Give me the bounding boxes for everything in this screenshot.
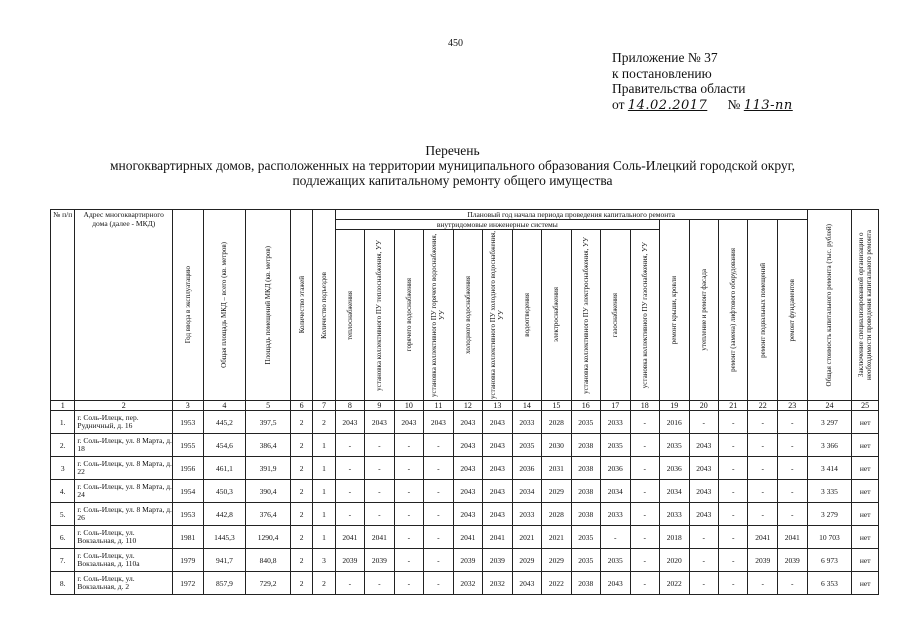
- table-cell: 2043: [365, 411, 394, 434]
- table-cell: -: [424, 526, 453, 549]
- column-number: 9: [365, 401, 394, 411]
- header-area-premises: Площадь помещений МКД (кв. метров): [246, 210, 291, 401]
- table-cell: 8.: [51, 572, 75, 595]
- table-cell: нет: [852, 411, 879, 434]
- table-cell: 2: [290, 434, 312, 457]
- table-cell: 2: [313, 572, 335, 595]
- table-cell: 2036: [660, 457, 689, 480]
- annex-block: [612, 50, 793, 113]
- table-cell: -: [630, 411, 659, 434]
- table-cell: 1953: [173, 411, 204, 434]
- header-col-10: горячего водоснабжения: [394, 230, 423, 401]
- table-cell: 2043: [394, 411, 423, 434]
- table-cell: 1954: [173, 480, 204, 503]
- table-cell: -: [630, 434, 659, 457]
- table-cell: 1.: [51, 411, 75, 434]
- table-cell: 2035: [512, 434, 541, 457]
- table-cell: 1445,3: [203, 526, 246, 549]
- table-cell: -: [335, 457, 364, 480]
- table-cell: нет: [852, 457, 879, 480]
- table-cell: 2041: [335, 526, 364, 549]
- table-cell: 2036: [512, 457, 541, 480]
- header-floors: Количество этажей: [290, 210, 312, 401]
- table-row: [51, 480, 879, 503]
- header-entrances: Количество подъездов: [313, 210, 335, 401]
- table-cell: 2: [313, 411, 335, 434]
- address-cell: г. Соль-Илецк, ул. 8 Марта, д. 18: [75, 434, 173, 457]
- address-cell: г. Соль-Илецк, ул. 8 Марта, д. 22: [75, 457, 173, 480]
- table-cell: нет: [852, 434, 879, 457]
- table-cell: 2018: [660, 526, 689, 549]
- table-cell: 2033: [512, 503, 541, 526]
- table-cell: -: [630, 572, 659, 595]
- table-cell: 1979: [173, 549, 204, 572]
- table-cell: -: [718, 526, 747, 549]
- table-cell: 2030: [542, 434, 571, 457]
- table-cell: 386,4: [246, 434, 291, 457]
- table-cell: 2032: [483, 572, 512, 595]
- table-cell: -: [748, 411, 777, 434]
- table-cell: 2: [290, 411, 312, 434]
- table-cell: 1: [313, 503, 335, 526]
- column-number: 24: [807, 401, 852, 411]
- table-cell: 450,3: [203, 480, 246, 503]
- header-col-16: установка коллективного ПУ электроснабжения, УУ: [571, 230, 600, 401]
- table-cell: -: [394, 434, 423, 457]
- table-cell: 2033: [601, 411, 630, 434]
- address-cell: г. Соль-Илецк, ул. 8 Марта, д. 24: [75, 480, 173, 503]
- table-cell: 2033: [601, 503, 630, 526]
- table-cell: 2043: [483, 434, 512, 457]
- table-cell: -: [718, 457, 747, 480]
- column-number: 25: [852, 401, 879, 411]
- table-cell: 2: [290, 503, 312, 526]
- table-cell: -: [394, 526, 423, 549]
- table-cell: -: [365, 480, 394, 503]
- table-row: [51, 411, 879, 434]
- table-cell: -: [365, 503, 394, 526]
- table-cell: -: [748, 457, 777, 480]
- table-cell: -: [394, 549, 423, 572]
- page-number: 450: [448, 38, 463, 49]
- table-cell: 2039: [335, 549, 364, 572]
- table-cell: -: [424, 434, 453, 457]
- table-cell: 2038: [571, 503, 600, 526]
- table-cell: 2043: [453, 503, 482, 526]
- column-number: 23: [777, 401, 807, 411]
- column-number: 17: [601, 401, 630, 411]
- column-number: 7: [313, 401, 335, 411]
- table-cell: -: [630, 503, 659, 526]
- table-cell: 454,6: [203, 434, 246, 457]
- table-cell: 2041: [777, 526, 807, 549]
- column-number: 10: [394, 401, 423, 411]
- number-label: №: [727, 96, 741, 112]
- table-cell: 2043: [453, 434, 482, 457]
- header-col-11: установка коллективного ПУ горячего водоснабжения, УУ: [424, 230, 453, 401]
- column-number: 21: [718, 401, 747, 411]
- table-cell: 5.: [51, 503, 75, 526]
- table-cell: 2036: [601, 457, 630, 480]
- table-cell: 729,2: [246, 572, 291, 595]
- table-cell: 2032: [453, 572, 482, 595]
- header-area-total: Общая площадь МКД – всего (кв. метров): [203, 210, 246, 401]
- table-cell: -: [689, 549, 718, 572]
- table-cell: 2021: [512, 526, 541, 549]
- column-number: 8: [335, 401, 364, 411]
- table-cell: 1972: [173, 572, 204, 595]
- address-cell: г. Соль-Илецк, ул. Вокзальная, д. 2: [75, 572, 173, 595]
- table-row: [51, 503, 879, 526]
- table-cell: 2043: [424, 411, 453, 434]
- header-conclusion: Заключение специализированной организации о необходимости проведения капитального ремонта: [852, 210, 879, 401]
- table-cell: 2034: [512, 480, 541, 503]
- table-cell: 2028: [542, 503, 571, 526]
- table-cell: 1953: [173, 503, 204, 526]
- column-number: 2: [75, 401, 173, 411]
- table-cell: 2020: [660, 549, 689, 572]
- header-year: Год ввода в эксплуатацию: [173, 210, 204, 401]
- table-cell: 2043: [483, 503, 512, 526]
- document-title: [0, 143, 905, 188]
- table-cell: 2: [290, 572, 312, 595]
- table-cell: -: [718, 434, 747, 457]
- header-number: № п/п: [51, 210, 75, 401]
- header-col-12: холодного водоснабжения: [453, 230, 482, 401]
- table-cell: 2038: [571, 572, 600, 595]
- column-number: 6: [290, 401, 312, 411]
- table-cell: 3: [313, 549, 335, 572]
- table-cell: 2034: [601, 480, 630, 503]
- houses-table: [50, 209, 879, 595]
- header-foundation: ремонт фундаментов: [777, 220, 807, 401]
- table-cell: -: [335, 572, 364, 595]
- table-cell: -: [718, 411, 747, 434]
- table-cell: нет: [852, 526, 879, 549]
- table-cell: 391,9: [246, 457, 291, 480]
- table-cell: 1981: [173, 526, 204, 549]
- table-cell: -: [777, 503, 807, 526]
- table-cell: 2043: [483, 457, 512, 480]
- table-cell: 376,4: [246, 503, 291, 526]
- table-row: [51, 457, 879, 480]
- table-cell: -: [394, 480, 423, 503]
- column-number: 22: [748, 401, 777, 411]
- table-cell: 2: [290, 526, 312, 549]
- column-number: 16: [571, 401, 600, 411]
- table-cell: -: [630, 457, 659, 480]
- table-cell: -: [777, 411, 807, 434]
- table-cell: 2035: [571, 411, 600, 434]
- table-cell: 857,9: [203, 572, 246, 595]
- table-cell: -: [630, 549, 659, 572]
- table-cell: -: [689, 411, 718, 434]
- table-row: [51, 434, 879, 457]
- table-cell: -: [335, 480, 364, 503]
- header-internal-systems: внутридомовые инженерные системы: [335, 220, 659, 230]
- table-cell: -: [365, 457, 394, 480]
- address-cell: г. Соль-Илецк, пер. Рудничный, д. 16: [75, 411, 173, 434]
- table-cell: 2035: [660, 434, 689, 457]
- table-cell: нет: [852, 572, 879, 595]
- column-number: 13: [483, 401, 512, 411]
- table-cell: 1290,4: [246, 526, 291, 549]
- table-cell: 1: [313, 480, 335, 503]
- table-cell: 2029: [512, 549, 541, 572]
- column-number: 14: [512, 401, 541, 411]
- table-cell: 3 279: [807, 503, 852, 526]
- column-number: 11: [424, 401, 453, 411]
- column-number-row: [51, 401, 879, 411]
- table-cell: -: [424, 503, 453, 526]
- table-cell: -: [335, 503, 364, 526]
- table-cell: 445,2: [203, 411, 246, 434]
- table-cell: -: [424, 480, 453, 503]
- table-cell: 2029: [542, 549, 571, 572]
- table-cell: 2043: [689, 457, 718, 480]
- address-cell: г. Соль-Илецк, ул. Вокзальная, д. 110а: [75, 549, 173, 572]
- column-number: 15: [542, 401, 571, 411]
- table-cell: 2038: [571, 457, 600, 480]
- table-cell: -: [748, 503, 777, 526]
- table-cell: 2041: [483, 526, 512, 549]
- table-cell: -: [394, 457, 423, 480]
- table-cell: -: [689, 572, 718, 595]
- table-cell: 2043: [689, 434, 718, 457]
- table-cell: 2043: [483, 411, 512, 434]
- table-cell: 941,7: [203, 549, 246, 572]
- table-cell: 2: [290, 549, 312, 572]
- header-col-15: электроснабжения: [542, 230, 571, 401]
- header-col-14: водоотведения: [512, 230, 541, 401]
- header-address: Адрес многоквартирного дома (далее - МКД): [75, 210, 173, 401]
- table-cell: -: [748, 480, 777, 503]
- table-cell: 6.: [51, 526, 75, 549]
- table-cell: -: [365, 572, 394, 595]
- table-cell: 2035: [601, 434, 630, 457]
- table-cell: -: [718, 549, 747, 572]
- table-row: [51, 526, 879, 549]
- table-cell: 2028: [542, 411, 571, 434]
- table-cell: 4.: [51, 480, 75, 503]
- table-cell: 2041: [453, 526, 482, 549]
- table-cell: 2043: [512, 572, 541, 595]
- table-cell: нет: [852, 480, 879, 503]
- column-number: 4: [203, 401, 246, 411]
- table-cell: 2041: [365, 526, 394, 549]
- table-cell: 2016: [660, 411, 689, 434]
- table-cell: 2043: [453, 411, 482, 434]
- column-number: 1: [51, 401, 75, 411]
- table-cell: 1956: [173, 457, 204, 480]
- table-cell: 10 703: [807, 526, 852, 549]
- table-cell: 1955: [173, 434, 204, 457]
- handwritten-date: 14.02.2017: [627, 97, 708, 113]
- table-cell: 2035: [601, 549, 630, 572]
- from-label: от: [612, 96, 625, 112]
- table-cell: -: [394, 503, 423, 526]
- table-cell: 2041: [748, 526, 777, 549]
- table-cell: 2029: [542, 480, 571, 503]
- table-row: [51, 549, 879, 572]
- table-cell: 6 353: [807, 572, 852, 595]
- table-cell: -: [718, 480, 747, 503]
- table-cell: -: [777, 572, 807, 595]
- header-facade: утепление и ремонт фасада: [689, 220, 718, 401]
- table-cell: 2039: [748, 549, 777, 572]
- column-number: 20: [689, 401, 718, 411]
- table-cell: 2039: [453, 549, 482, 572]
- table-cell: -: [630, 526, 659, 549]
- table-cell: 2: [290, 457, 312, 480]
- table-cell: -: [424, 572, 453, 595]
- annex-line-1: Приложение № 37: [612, 50, 718, 65]
- table-cell: 7.: [51, 549, 75, 572]
- table-cell: 2038: [571, 434, 600, 457]
- table-cell: 2033: [660, 503, 689, 526]
- table-cell: 2043: [689, 480, 718, 503]
- table-cell: 1: [313, 457, 335, 480]
- header-cost: Общая стоимость капитального ремонта (тыс. рублей): [807, 210, 852, 401]
- table-cell: нет: [852, 549, 879, 572]
- table-cell: 390,4: [246, 480, 291, 503]
- header-col-9: установка коллективного ПУ теплоснабжения, УУ: [365, 230, 394, 401]
- table-cell: 2043: [483, 480, 512, 503]
- table-cell: 2: [290, 480, 312, 503]
- table-cell: нет: [852, 503, 879, 526]
- table-cell: 2039: [777, 549, 807, 572]
- table-row: [51, 572, 879, 595]
- table-cell: 2022: [660, 572, 689, 595]
- table-cell: 2043: [689, 503, 718, 526]
- table-cell: -: [394, 572, 423, 595]
- table-cell: 840,8: [246, 549, 291, 572]
- table-cell: -: [630, 480, 659, 503]
- table-cell: 2035: [571, 526, 600, 549]
- annex-line-2: к постановлению: [612, 65, 712, 81]
- header-col-18: установка коллективного ПУ газоснабжения, УУ: [630, 230, 659, 401]
- table-cell: 2022: [542, 572, 571, 595]
- table-cell: 2034: [660, 480, 689, 503]
- table-cell: -: [748, 434, 777, 457]
- table-cell: 397,5: [246, 411, 291, 434]
- table-cell: -: [748, 572, 777, 595]
- table-cell: 2038: [571, 480, 600, 503]
- column-number: 3: [173, 401, 204, 411]
- table-cell: -: [424, 549, 453, 572]
- header-basement: ремонт подвальных помещений: [748, 220, 777, 401]
- handwritten-number: 113-пп: [743, 97, 793, 113]
- table-cell: -: [335, 434, 364, 457]
- table-cell: -: [718, 572, 747, 595]
- table-cell: 2.: [51, 434, 75, 457]
- table-cell: -: [424, 457, 453, 480]
- annex-date-line: [612, 97, 793, 114]
- title-line-2: многоквартирных домов, расположенных на территории муниципального образования Соль-Илецкий городской округ,: [109, 158, 796, 173]
- table-cell: 6 973: [807, 549, 852, 572]
- annex-line-3: Правительства области: [612, 81, 746, 96]
- header-planned-year: Плановый год начала периода проведения капитального ремонта: [335, 210, 807, 220]
- table-cell: 1: [313, 526, 335, 549]
- table-cell: 2039: [483, 549, 512, 572]
- table-cell: 2035: [571, 549, 600, 572]
- header-roof: ремонт крыши, кровли: [660, 220, 689, 401]
- header-col-8: теплоснабжения: [335, 230, 364, 401]
- column-number: 12: [453, 401, 482, 411]
- table-cell: 3 335: [807, 480, 852, 503]
- table-cell: -: [718, 503, 747, 526]
- table-cell: 3 414: [807, 457, 852, 480]
- table-cell: 461,1: [203, 457, 246, 480]
- column-number: 19: [660, 401, 689, 411]
- table-cell: -: [601, 526, 630, 549]
- table-cell: 2031: [542, 457, 571, 480]
- table-cell: -: [777, 480, 807, 503]
- header-col-17: газоснабжения: [601, 230, 630, 401]
- table-cell: 2033: [512, 411, 541, 434]
- table-cell: 2043: [453, 480, 482, 503]
- title-line-3: подлежащих капитальному ремонту общего имущества: [292, 173, 613, 188]
- column-number: 18: [630, 401, 659, 411]
- table-cell: 2043: [601, 572, 630, 595]
- table-cell: -: [777, 457, 807, 480]
- table-cell: 442,8: [203, 503, 246, 526]
- table-cell: 2021: [542, 526, 571, 549]
- table-cell: 3: [51, 457, 75, 480]
- table-cell: 2043: [453, 457, 482, 480]
- table-cell: 1: [313, 434, 335, 457]
- title-line-1: Перечень: [425, 143, 480, 158]
- table-cell: -: [777, 434, 807, 457]
- address-cell: г. Соль-Илецк, ул. 8 Марта, д. 26: [75, 503, 173, 526]
- table-cell: -: [365, 434, 394, 457]
- header-elevator: ремонт (замена) лифтового оборудования: [718, 220, 747, 401]
- column-number: 5: [246, 401, 291, 411]
- table-cell: 2043: [335, 411, 364, 434]
- table-cell: 2039: [365, 549, 394, 572]
- address-cell: г. Соль-Илецк, ул. Вокзальная, д. 110: [75, 526, 173, 549]
- table-cell: -: [689, 526, 718, 549]
- header-col-13: установка коллективного ПУ холодного водоснабжения, УУ: [483, 230, 512, 401]
- table-cell: 3 366: [807, 434, 852, 457]
- table-cell: 3 297: [807, 411, 852, 434]
